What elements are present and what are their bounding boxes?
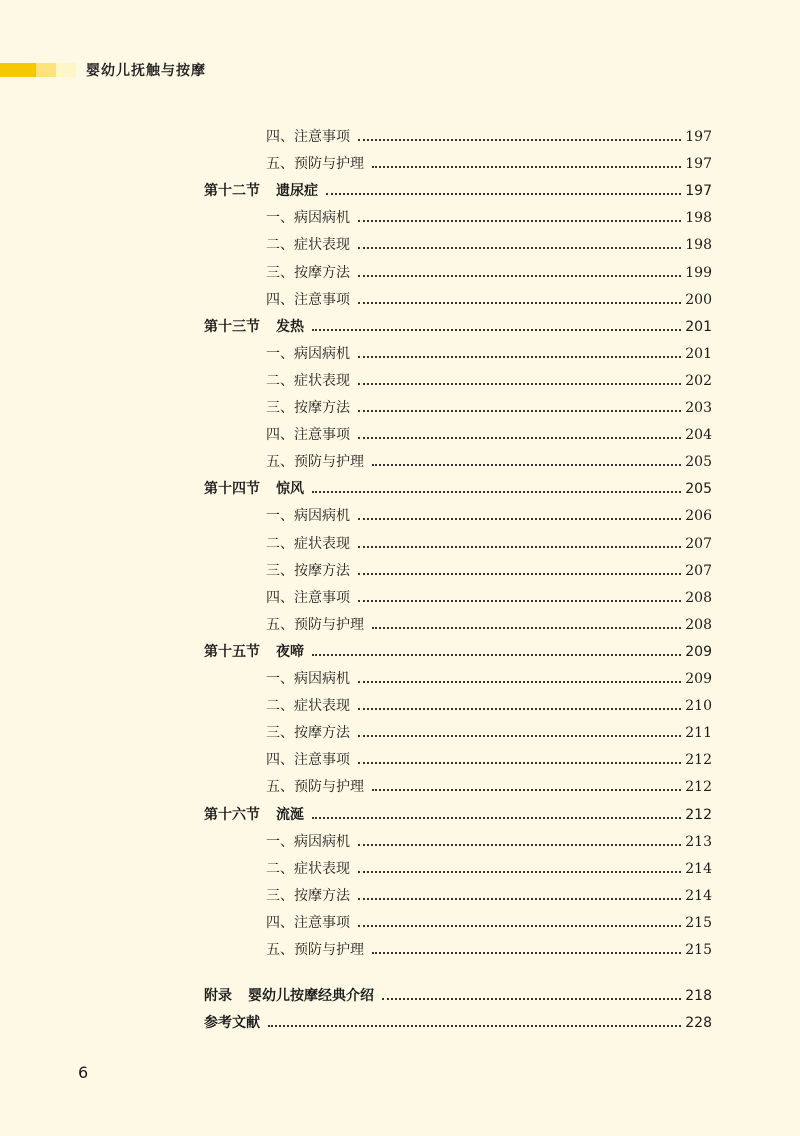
toc-page-number: 213 [685, 833, 712, 850]
toc-page-number: 212 [685, 779, 712, 796]
toc-entry-title: 一、病因病机 [266, 345, 350, 362]
toc-section-entry[interactable] [204, 985, 712, 1007]
toc-page-number: 209 [685, 671, 712, 687]
toc-page-number: 208 [685, 616, 712, 633]
toc-entry-title: 二、症状表现 [266, 860, 350, 877]
toc-page-number: 214 [685, 860, 712, 877]
toc-section-entry[interactable] [204, 478, 712, 500]
toc-entry-title: 三、按摩方法 [266, 725, 350, 742]
toc-page-number: 212 [685, 752, 712, 769]
toc-entry-title: 五、预防与护理 [266, 942, 364, 958]
toc-entry-title: 遗尿症 [276, 183, 318, 200]
toc-entry-title: 四、注意事项 [266, 129, 350, 145]
toc-subentry[interactable] [266, 424, 712, 446]
toc-entry-title: 惊风 [276, 481, 304, 498]
toc-page-number: 207 [685, 562, 712, 579]
toc-entry-title: 二、症状表现 [266, 698, 350, 715]
toc-subentry[interactable] [266, 505, 712, 527]
toc-page-number: 205 [685, 454, 712, 471]
toc-dot-leader [312, 329, 681, 331]
toc-dot-leader [358, 356, 681, 358]
toc-subentry[interactable] [266, 153, 712, 175]
toc-page-number: 212 [685, 806, 712, 823]
toc-dot-leader [372, 627, 681, 629]
toc-subentry[interactable] [266, 939, 712, 961]
toc-page-number: 198 [685, 237, 712, 254]
toc-subentry[interactable] [266, 587, 712, 609]
toc-entry-title: 五、预防与护理 [266, 156, 364, 173]
toc-page-number: 209 [685, 643, 712, 660]
toc-page-number: 211 [685, 725, 712, 742]
toc-page-number: 199 [685, 264, 712, 281]
toc-dot-leader [358, 275, 681, 277]
toc-subentry[interactable] [266, 668, 712, 690]
toc-entry-title: 三、按摩方法 [266, 264, 350, 281]
toc-entry-title: 四、注意事项 [266, 752, 350, 769]
toc-dot-leader [358, 220, 681, 222]
toc-dot-leader [358, 762, 681, 764]
toc-dot-leader [358, 735, 681, 737]
toc-page-number: 201 [685, 318, 712, 335]
toc-page-number: 204 [685, 427, 712, 444]
toc-entry-title: 一、病因病机 [266, 671, 350, 687]
toc-entry-title: 三、按摩方法 [266, 562, 350, 579]
toc-dot-leader [358, 681, 681, 683]
toc-page-number: 215 [685, 942, 712, 958]
toc-subentry[interactable] [266, 776, 712, 798]
toc-subentry[interactable] [266, 560, 712, 582]
toc-entry-title: 二、症状表现 [266, 535, 350, 552]
toc-dot-leader [358, 139, 681, 141]
toc-dot-leader [358, 437, 681, 439]
toc-page-number: 206 [685, 508, 712, 525]
toc-page-number: 197 [685, 183, 712, 200]
toc-section-entry[interactable] [204, 316, 712, 338]
toc-dot-leader [358, 844, 681, 846]
page-number: 6 [78, 1063, 89, 1082]
toc-entry-title: 四、注意事项 [266, 914, 350, 931]
toc-entry-title: 五、预防与护理 [266, 454, 364, 471]
toc-entry-title: 一、病因病机 [266, 210, 350, 227]
toc-page-number: 205 [685, 481, 712, 498]
toc-subentry[interactable] [266, 289, 712, 311]
toc-page-number: 228 [685, 1015, 712, 1032]
toc-entry-title: 二、症状表现 [266, 237, 350, 254]
toc-page-number: 198 [685, 210, 712, 227]
toc-page-number: 200 [685, 291, 712, 308]
toc-dot-leader [372, 464, 681, 466]
toc-subentry[interactable] [266, 451, 712, 473]
toc-section-entry[interactable] [204, 1012, 712, 1034]
toc-dot-leader [312, 817, 681, 819]
toc-section-number: 第十二节 [204, 183, 260, 200]
toc-entry-title: 四、注意事项 [266, 291, 350, 308]
toc-dot-leader [382, 998, 681, 1000]
toc-entry-title: 四、注意事项 [266, 589, 350, 606]
toc-dot-leader [358, 247, 681, 249]
toc-dot-leader [372, 789, 681, 791]
toc-section-entry[interactable] [204, 641, 712, 663]
toc-entry-title: 婴幼儿按摩经典介绍 [248, 988, 374, 1005]
toc-section-entry[interactable] [204, 180, 712, 202]
toc-subentry[interactable] [266, 831, 712, 853]
toc-subentry[interactable] [266, 614, 712, 636]
toc-section-entry[interactable] [204, 804, 712, 826]
toc-dot-leader [372, 166, 681, 168]
toc-entry-title: 三、按摩方法 [266, 887, 350, 904]
toc-entry-title: 夜啼 [276, 643, 304, 660]
toc-dot-leader [268, 1025, 681, 1027]
toc-dot-leader [358, 546, 681, 548]
toc-subentry[interactable] [266, 343, 712, 365]
toc-subentry[interactable] [266, 262, 712, 284]
toc-page-number: 208 [685, 589, 712, 606]
toc-subentry[interactable] [266, 207, 712, 229]
toc-page-number: 210 [685, 698, 712, 715]
toc-subentry[interactable] [266, 234, 712, 256]
toc-page-number: 202 [685, 372, 712, 389]
toc-entry-title: 流涎 [276, 806, 304, 823]
toc-dot-leader [358, 600, 681, 602]
toc-entry-title: 五、预防与护理 [266, 779, 364, 796]
toc-section-number: 第十四节 [204, 481, 260, 498]
toc-entry-title: 发热 [276, 318, 304, 335]
toc-section-number: 第十六节 [204, 806, 260, 823]
toc-page-number: 203 [685, 400, 712, 416]
toc-entry-title: 一、病因病机 [266, 833, 350, 850]
toc-dot-leader [358, 925, 681, 927]
toc-dot-leader [326, 193, 681, 195]
toc-dot-leader [358, 410, 681, 412]
toc-dot-leader [358, 302, 681, 304]
toc-entry-title: 五、预防与护理 [266, 616, 364, 633]
toc-dot-leader [358, 383, 681, 385]
toc-subentry[interactable] [266, 370, 712, 392]
toc-dot-leader [372, 952, 681, 954]
toc-subentry[interactable] [266, 695, 712, 717]
toc-page-number: 197 [685, 129, 712, 145]
toc-page-number: 218 [685, 988, 712, 1005]
toc-dot-leader [358, 518, 681, 520]
toc-section-number: 附录 [204, 988, 232, 1005]
toc-entry-title: 四、注意事项 [266, 427, 350, 444]
toc-subentry[interactable] [266, 858, 712, 880]
toc-page-number: 197 [685, 156, 712, 173]
toc-entry-title: 三、按摩方法 [266, 400, 350, 416]
toc-dot-leader [358, 898, 681, 900]
toc-page-number: 214 [685, 887, 712, 904]
toc-entry-title: 二、症状表现 [266, 372, 350, 389]
toc-subentry[interactable] [266, 912, 712, 934]
toc-subentry[interactable] [266, 533, 712, 555]
toc-entry-title: 一、病因病机 [266, 508, 350, 525]
toc-page-number: 201 [685, 345, 712, 362]
toc-dot-leader [358, 573, 681, 575]
toc-dot-leader [312, 654, 681, 656]
book-title: 婴幼儿抚触与按摩 [86, 63, 206, 79]
toc-section-number: 第十五节 [204, 643, 260, 660]
toc-page-number: 215 [685, 914, 712, 931]
toc-dot-leader [358, 708, 681, 710]
toc-section-number: 参考文献 [204, 1015, 260, 1032]
toc-section-number: 第十三节 [204, 318, 260, 335]
toc-subentry[interactable] [266, 397, 712, 419]
toc-dot-leader [358, 871, 681, 873]
toc-subentry[interactable] [266, 749, 712, 771]
toc-dot-leader [312, 491, 681, 493]
toc-subentry[interactable] [266, 126, 712, 148]
toc-page-number: 207 [685, 535, 712, 552]
toc-subentry[interactable] [266, 722, 712, 744]
toc-subentry[interactable] [266, 885, 712, 907]
